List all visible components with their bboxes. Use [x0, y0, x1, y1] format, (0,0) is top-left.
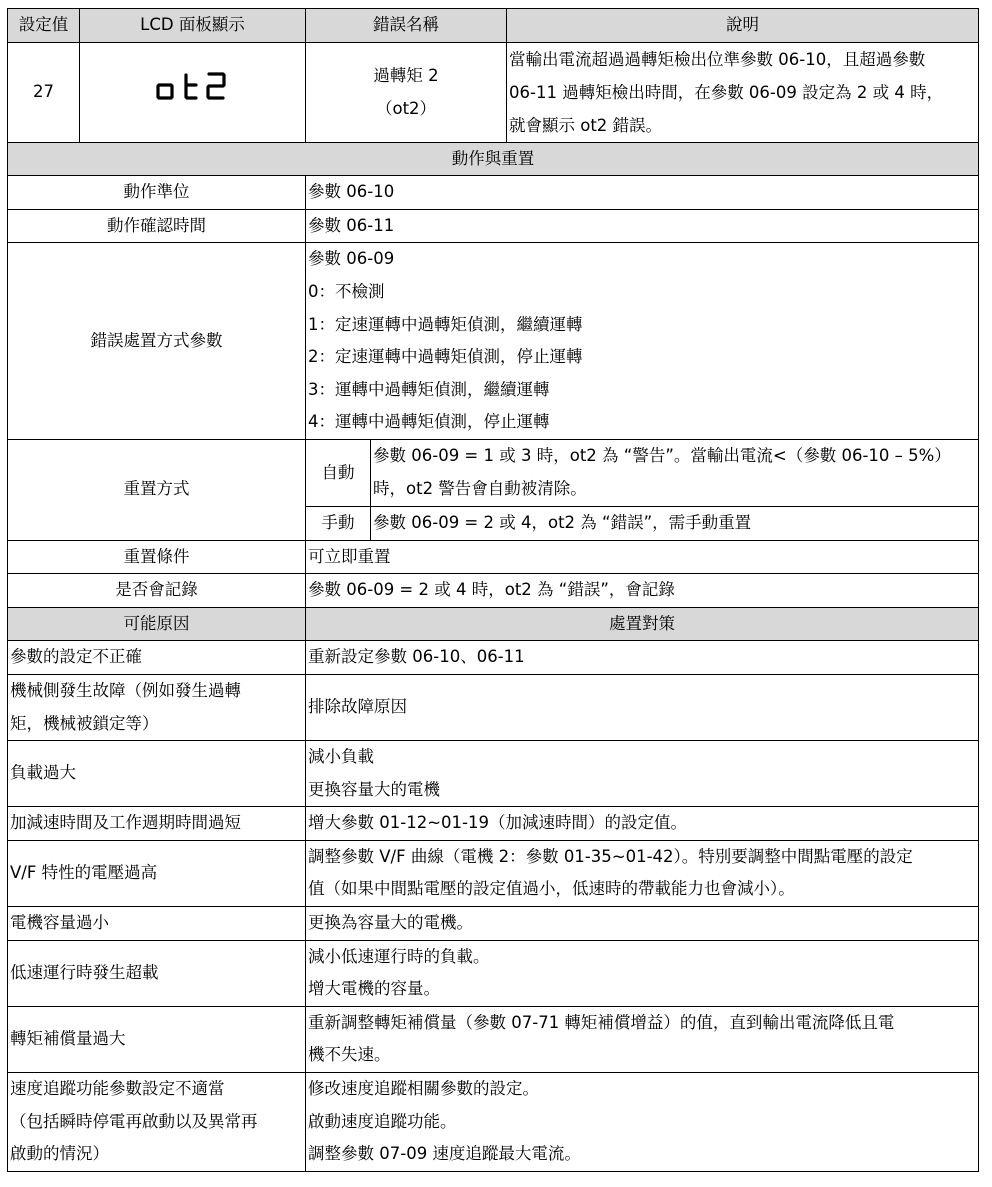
action-line: 調整參數 07-09 速度追蹤最大電流。 — [308, 1144, 581, 1164]
handling-line: 參數 06-09 — [308, 249, 395, 269]
action-cell — [306, 940, 979, 1006]
handling-line: 2：定速運轉中過轉矩偵測，停止運轉 — [308, 347, 583, 367]
header-setting-value: 設定值 — [8, 9, 80, 43]
record-value: 參數 06-09 = 2 或 4 時，ot2 為 “錯誤”，會記錄 — [306, 574, 979, 608]
action-line: 重新設定參數 06-10、06-11 — [308, 647, 525, 667]
table-row — [8, 1073, 979, 1172]
handling-label: 錯誤處置方式參數 — [8, 243, 306, 440]
reset-condition-label: 重置條件 — [8, 540, 306, 574]
cause-header: 可能原因 — [8, 607, 306, 641]
table-row — [8, 840, 979, 906]
cause-line: 矩，機械被鎖定等） — [10, 713, 159, 733]
fault-table — [7, 8, 979, 1172]
action-line: 增大參數 01-12~01-19（加減速時間）的設定值。 — [308, 813, 687, 833]
description-line: 06-11 過轉矩檢出時間，在參數 06-09 設定為 2 或 4 時， — [509, 82, 944, 102]
action-line: 排除故障原因 — [308, 697, 407, 717]
cause-line: 機械側發生故障（例如發生過轉 — [10, 680, 241, 700]
action-cell — [306, 1006, 979, 1072]
cause-line: 速度追蹤功能參數設定不適當 — [10, 1079, 225, 1099]
fault-abbrev: （ot2） — [375, 99, 437, 119]
action-cell — [306, 741, 979, 807]
action-line: 減小負載 — [308, 747, 374, 767]
cause-line: 參數的設定不正確 — [10, 647, 142, 667]
cause-cell — [8, 674, 306, 740]
table-row — [8, 1006, 979, 1072]
cause-cell — [8, 807, 306, 841]
fault-name-cell — [306, 42, 507, 142]
fault-description — [507, 42, 979, 142]
handling-line: 4：運轉中過轉矩偵測，停止運轉 — [308, 412, 550, 432]
reset-auto-text — [371, 439, 979, 506]
action-cell — [306, 641, 979, 675]
action-line: 重新調整轉矩補償量（參數 07-71 轉矩補償增益）的值，直到輸出電流降低且電 — [308, 1012, 895, 1032]
record-label: 是否會記錄 — [8, 574, 306, 608]
lcd-display-icon — [80, 42, 306, 142]
cause-line: 加減速時間及工作週期時間過短 — [10, 813, 241, 833]
action-line: 修改速度追蹤相關參數的設定。 — [308, 1079, 539, 1099]
confirm-time-value: 參數 06-11 — [306, 209, 979, 243]
action-cell — [306, 807, 979, 841]
cause-cell — [8, 940, 306, 1006]
cause-cell — [8, 840, 306, 906]
action-reset-title: 動作與重置 — [8, 142, 979, 176]
cause-cell — [8, 1006, 306, 1072]
auto-line: 參數 06-09 = 1 或 3 時，ot2 為 “警告”。當輸出電流<（參數 06-10 – 5%） — [373, 446, 951, 466]
table-row — [8, 940, 979, 1006]
cause-line: 啟動的情況） — [10, 1144, 109, 1164]
auto-line: 時，ot2 警告會自動被清除。 — [373, 478, 587, 498]
action-line: 減小低速運行時的負載。 — [308, 946, 490, 966]
table-row — [8, 907, 979, 941]
reset-method-label: 重置方式 — [8, 439, 306, 540]
action-line: 值（如果中間點電壓的設定值過小，低速時的帶載能力也會減小）。 — [308, 879, 795, 899]
action-cell — [306, 674, 979, 740]
header-description: 說明 — [507, 9, 979, 43]
cause-line: 轉矩補償量過大 — [10, 1029, 126, 1049]
ot2-seven-segment-icon — [153, 70, 233, 102]
fault-code: 27 — [8, 42, 80, 142]
cause-line: 低速運行時發生超載 — [10, 962, 159, 982]
header-fault-name: 錯誤名稱 — [306, 9, 507, 43]
description-line: 就會顯示 ot2 錯誤。 — [509, 115, 663, 135]
table-row — [8, 741, 979, 807]
action-line: 更換容量大的電機 — [308, 779, 440, 799]
cause-line: 電機容量過小 — [10, 913, 109, 933]
header-lcd-display: LCD 面板顯示 — [80, 9, 306, 43]
reset-manual-text: 參數 06-09 = 2 或 4，ot2 為 “錯誤”，需手動重置 — [371, 506, 979, 540]
fault-name: 過轉矩 2 — [373, 66, 439, 86]
reset-auto-label: 自動 — [306, 439, 371, 506]
cause-cell — [8, 741, 306, 807]
cause-cell — [8, 907, 306, 941]
action-header: 處置對策 — [306, 607, 979, 641]
action-cell — [306, 907, 979, 941]
cause-line: 負載過大 — [10, 763, 76, 783]
handling-line: 1：定速運轉中過轉矩偵測，繼續運轉 — [308, 314, 583, 334]
action-line: 更換為容量大的電機。 — [308, 913, 473, 933]
reset-manual-label: 手動 — [306, 506, 371, 540]
table-row — [8, 641, 979, 675]
cause-cell — [8, 641, 306, 675]
reset-condition-value: 可立即重置 — [306, 540, 979, 574]
description-line: 當輸出電流超過過轉矩檢出位準參數 06-10，且超過參數 — [509, 49, 926, 69]
action-line: 啟動速度追蹤功能。 — [308, 1111, 457, 1131]
action-line: 機不失速。 — [308, 1045, 391, 1065]
table-row — [8, 807, 979, 841]
action-cell — [306, 1073, 979, 1172]
cause-line: V/F 特性的電壓過高 — [10, 863, 158, 883]
action-level-label: 動作準位 — [8, 176, 306, 210]
cause-cell — [8, 1073, 306, 1172]
confirm-time-label: 動作確認時間 — [8, 209, 306, 243]
cause-line: （包括瞬時停電再啟動以及異常再 — [10, 1111, 258, 1131]
action-line: 增大電機的容量。 — [308, 979, 440, 999]
handling-line: 3：運轉中過轉矩偵測，繼續運轉 — [308, 379, 550, 399]
handling-options — [306, 243, 979, 440]
handling-line: 0：不檢測 — [308, 281, 385, 301]
action-cell — [306, 840, 979, 906]
action-level-value: 參數 06-10 — [306, 176, 979, 210]
table-row — [8, 674, 979, 740]
action-line: 調整參數 V/F 曲線（電機 2：參數 01-35~01-42）。特別要調整中間點電壓的設定 — [308, 846, 913, 866]
